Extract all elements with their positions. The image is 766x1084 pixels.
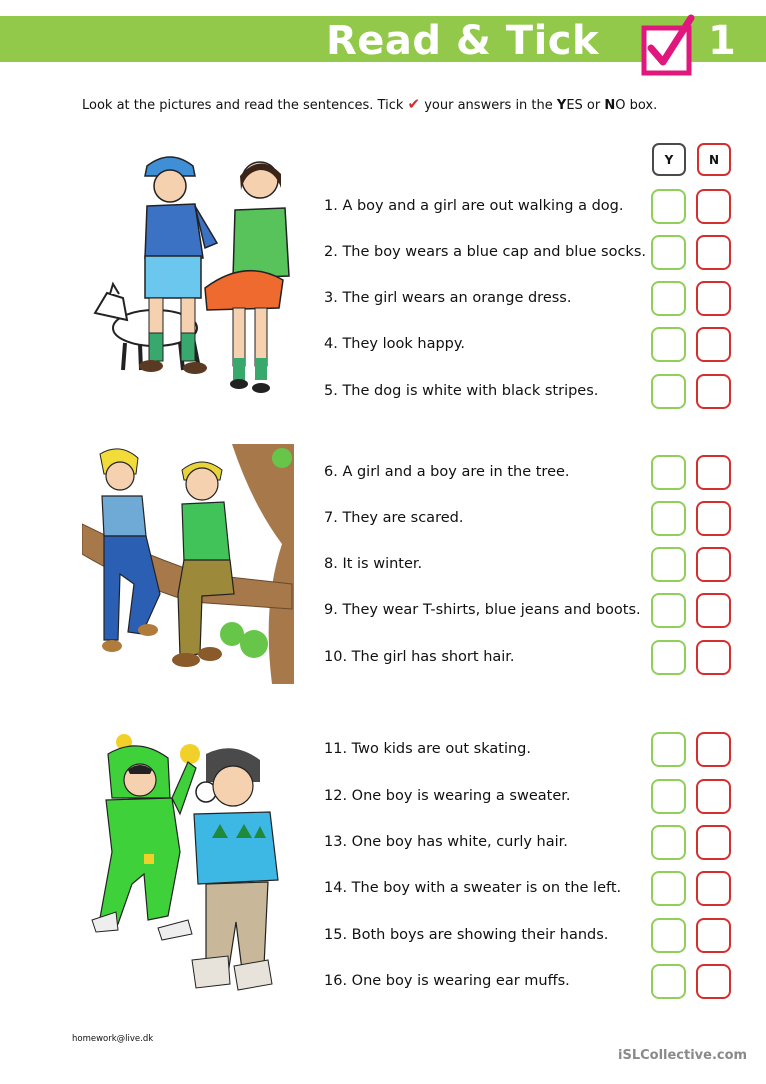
no-box-8[interactable] — [696, 547, 731, 582]
yes-box-5[interactable] — [651, 374, 686, 409]
question-13: 13. One boy has white, curly hair. — [324, 834, 568, 850]
question-4: 4. They look happy. — [324, 336, 465, 352]
yes-box-10[interactable] — [651, 640, 686, 675]
no-box-5[interactable] — [696, 374, 731, 409]
yes-box-12[interactable] — [651, 779, 686, 814]
no-box-2[interactable] — [696, 235, 731, 270]
yes-box-13[interactable] — [651, 825, 686, 860]
no-box-3[interactable] — [696, 281, 731, 316]
question-2: 2. The boy wears a blue cap and blue socks. — [324, 244, 646, 260]
question-1: 1. A boy and a girl are out walking a dog. — [324, 198, 624, 214]
yes-box-1[interactable] — [651, 189, 686, 224]
no-box-15[interactable] — [696, 918, 731, 953]
question-8: 8. It is winter. — [324, 556, 423, 572]
picture-winter-kids — [88, 734, 293, 1000]
yes-box-14[interactable] — [651, 871, 686, 906]
instructions: Look at the pictures and read the sentences. Tick ✔ your answers in the YES or NO box. — [82, 95, 658, 113]
page-title: Read & Tick — [326, 18, 600, 64]
question-3: 3. The girl wears an orange dress. — [324, 290, 572, 306]
question-11: 11. Two kids are out skating. — [324, 741, 531, 757]
question-5: 5. The dog is white with black stripes. — [324, 383, 599, 399]
yes-box-2[interactable] — [651, 235, 686, 270]
no-box-9[interactable] — [696, 593, 731, 628]
worksheet-number: 1 — [708, 18, 736, 64]
no-box-4[interactable] — [696, 327, 731, 362]
question-9: 9. They wear T-shirts, blue jeans and boots. — [324, 602, 641, 618]
yes-box-11[interactable] — [651, 732, 686, 767]
question-10: 10. The girl has short hair. — [324, 649, 515, 665]
no-box-1[interactable] — [696, 189, 731, 224]
green-snowsuit-kid-figure — [92, 734, 200, 940]
no-box-14[interactable] — [696, 871, 731, 906]
tick-logo-icon — [641, 14, 697, 76]
yes-box-3[interactable] — [651, 281, 686, 316]
no-box-13[interactable] — [696, 825, 731, 860]
yes-box-4[interactable] — [651, 327, 686, 362]
girl-figure — [100, 449, 160, 652]
author-email: homework@live.dk — [72, 1034, 154, 1044]
girl-figure — [205, 162, 289, 393]
red-check-icon: ✔ — [407, 95, 421, 113]
sweater-kid-figure — [192, 748, 278, 990]
no-box-11[interactable] — [696, 732, 731, 767]
no-box-7[interactable] — [696, 501, 731, 536]
no-box-12[interactable] — [696, 779, 731, 814]
no-box-16[interactable] — [696, 964, 731, 999]
site-watermark: iSLCollective.com — [618, 1048, 748, 1063]
question-14: 14. The boy with a sweater is on the left. — [324, 880, 622, 896]
yes-box-7[interactable] — [651, 501, 686, 536]
question-12: 12. One boy is wearing a sweater. — [324, 788, 571, 804]
no-column-header: N — [697, 143, 731, 176]
no-box-6[interactable] — [696, 455, 731, 490]
yes-box-6[interactable] — [651, 455, 686, 490]
question-16: 16. One boy is wearing ear muffs. — [324, 973, 570, 989]
yes-column-header: Y — [652, 143, 686, 176]
question-6: 6. A girl and a boy are in the tree. — [324, 464, 570, 480]
question-7: 7. They are scared. — [324, 510, 464, 526]
yes-box-16[interactable] — [651, 964, 686, 999]
question-15: 15. Both boys are showing their hands. — [324, 927, 609, 943]
yes-box-15[interactable] — [651, 918, 686, 953]
yes-box-9[interactable] — [651, 593, 686, 628]
no-box-10[interactable] — [696, 640, 731, 675]
yes-box-8[interactable] — [651, 547, 686, 582]
picture-kids-in-tree — [82, 444, 294, 684]
picture-kids-with-dog — [85, 148, 300, 408]
